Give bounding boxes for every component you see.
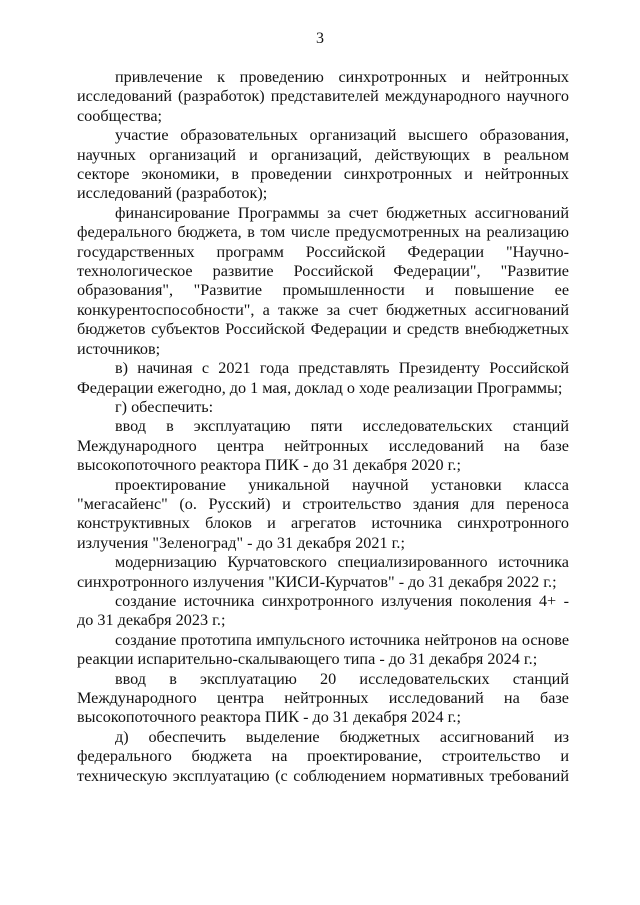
paragraph: создание прототипа импульсного источника нейтронов на основе реакции испарительно-скалывающего типа - до 31 декабря 2024 г.;	[77, 630, 569, 669]
paragraph: в) начиная с 2021 года представлять Президенту Российской Федерации ежегодно, до 1 мая, доклад о ходе реализации Программы;	[77, 359, 569, 397]
paragraph: модернизацию Курчатовского специализированного источника синхротронного излучения "КИСИ-Курчатов" - до 31 декабря 2022 г.;	[77, 553, 569, 591]
paragraph: создание источника синхротронного излучения поколения 4+ - до 31 декабря 2023 г.;	[77, 591, 569, 630]
paragraph: ввод в эксплуатацию пяти исследовательских станций Международного центра нейтронных исследований на базе высокопоточного реактора ПИК - до 31 декабря 2020 г.;	[77, 417, 569, 475]
paragraph: проектирование уникальной научной установки класса "мегасайенс" (о. Русский) и строительство здания для переноса конструктивных блоков и агрегатов источника синхротронного излучения "Зеленоград" - до 31 декабря 2021 г.;	[77, 475, 569, 552]
paragraph: д) обеспечить выделение бюджетных ассигнований из федерального бюджета на проектирование, строительство и техническую эксплуатацию (с соблюдением нормативных требований	[77, 727, 569, 785]
paragraph: привлечение к проведению синхротронных и нейтронных исследований (разработок) представителей международного научного сообщества;	[77, 68, 569, 125]
paragraph: участие образовательных организаций высшего образования, научных организаций и организаций, действующих в реальном секторе экономики, в проведении синхротронных и нейтронных исследований (разработок);	[77, 126, 569, 203]
paragraph: финансирование Программы за счет бюджетных ассигнований федерального бюджета, в том числе предусмотренных на реализацию государственных программ Российской Федерации "Научно-технологическое развитие Российской Федерации", "Развитие образования", "Развитие промышленности и повышение ее конкурентоспособности", а также за счет бюджетных ассигнований бюджетов субъектов Российской Федерации и средств внебюджетных источников;	[77, 203, 569, 358]
paragraph: г) обеспечить:	[115, 397, 214, 416]
document-body	[77, 68, 569, 786]
page-number: 3	[316, 30, 324, 47]
paragraph: ввод в эксплуатацию 20 исследовательских станций Международного центра нейтронных исследований на базе высокопоточного реактора ПИК - до 31 декабря 2024 г.;	[77, 669, 569, 727]
